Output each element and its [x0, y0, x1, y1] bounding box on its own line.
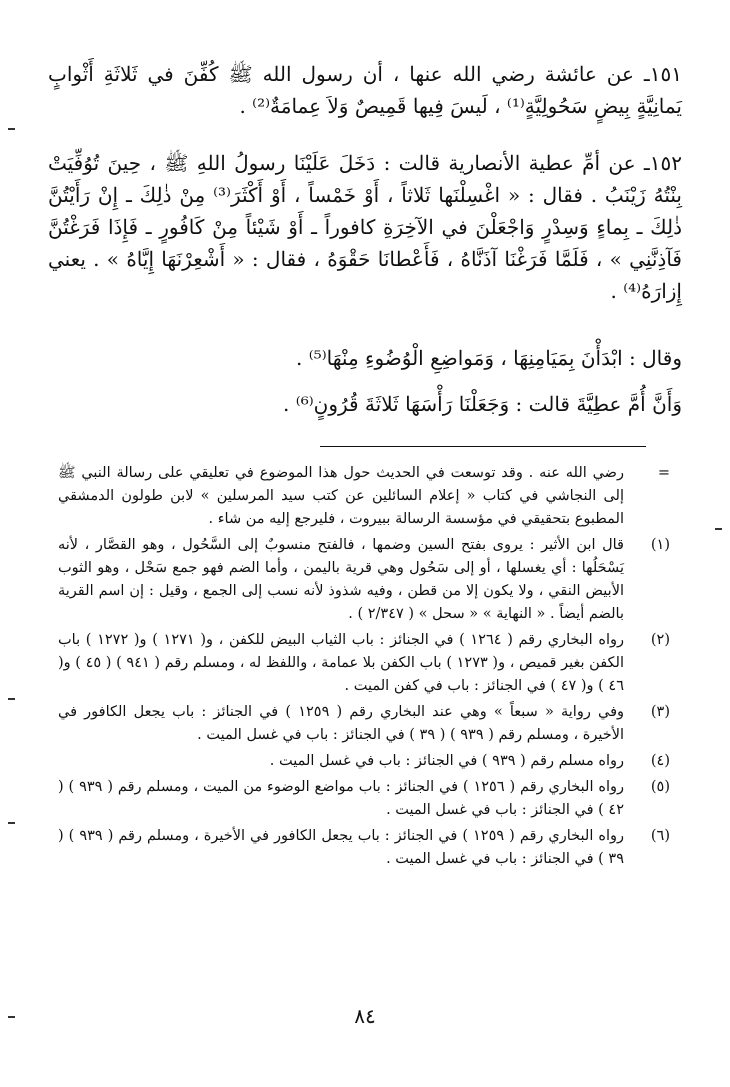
hadith-152-addition-2-text: وَأَنَّ أُمَّ عطِيَّةَ قالت : وَجَعَلْنَا رَأْسَهَا ثَلاثَةَ قُرُونٍ⁽⁶⁾ .: [283, 392, 682, 416]
scan-edge-mark: [715, 528, 722, 530]
hadith-152-addition-2: [48, 388, 682, 420]
footnotes: [58, 462, 670, 874]
footnote-text: رواه البخاري رقم ( ١٢٥٩ ) في الجنائز : باب يجعل الكافور في الأخيرة ، ومسلم رقم ( ٩٣٩ ) ( ٣٩ ) في الجنائز : باب في غسل الميت .: [58, 828, 624, 867]
hadith-151-text: ١٥١ـ عن عائشة رضي الله عنها ، أن رسول الله ﷺ كُفِّنَ في ثَلاثَةِ أَثْوابٍ يَمانِيَّةٍ بِيضٍ سَحُولِيَّةٍ⁽¹⁾ ، لَيسَ فِيها قَمِيصٌ وَلاَ عِمامَةٌ⁽²⁾ .: [48, 62, 682, 118]
footnote-continuation: [58, 462, 670, 531]
footnote-divider: [320, 446, 646, 447]
footnote-number: (٣): [650, 704, 670, 720]
footnote-text: رواه مسلم رقم ( ٩٣٩ ) في الجنائز : باب في غسل الميت .: [269, 753, 624, 769]
footnote-number: (٢): [650, 632, 670, 648]
footnote-6: [58, 825, 670, 871]
footnote-5: [58, 776, 670, 822]
scan-edge-mark: [8, 822, 15, 824]
footnote-number: (١): [650, 537, 670, 553]
footnote-2: [58, 629, 670, 698]
footnote-3: [58, 701, 670, 747]
footnote-number: (٥): [650, 779, 670, 795]
scan-edge-mark: [8, 128, 15, 130]
hadith-151: [48, 58, 682, 122]
hadith-152-addition-1-text: وقال : ابْدَأْنَ بِمَيَامِنِهَا ، وَمَواضِعِ الْوُضُوءِ مِنْهَا⁽⁵⁾ .: [296, 346, 682, 370]
scan-edge-mark: [8, 1016, 15, 1018]
footnote-number: (٦): [650, 828, 670, 844]
footnote-text: وفي رواية « سبعاً » وهي عند البخاري رقم ( ١٢٥٩ ) في الجنائز : باب يجعل الكافور في الأخيرة ، ومسلم رقم ( ٩٣٩ ) ( ٣٩ ) في الجنائز : باب في غسل الميت .: [58, 704, 625, 743]
footnote-text: قال ابن الأثير : يروى بفتح السين وضمها ، فالفتح منسوبٌ إلى السَّحُول ، وهو القصَّار ، لأنه يَسْحَلُها : أي يغسلها ، أو إلى سَحُول وهي قرية باليمن ، وأما الضم فهو جمع سَحْل ، وهو الثوب الأبيض النقي ، ولا يكون إلا من قطن ، وفيه شذوذ لأنه نسب إلى الجمع ، وقيل : إن اسم القرية بالضم أيضاً . « النهاية » « سحل » ( ٢/٣٤٧ ) .: [58, 537, 624, 622]
page-number: ٨٤: [354, 1004, 376, 1028]
footnote-text: رضي الله عنه . وقد توسعت في الحديث حول هذا الموضوع في تعليقي على رسالة النبي ﷺ إلى النجاشي في كتاب « إعلام السائلين عن كتب سيد المرسلين » لابن طولون الدمشقي المطبوع بتحقيقي في مؤسسة الرسالة ببيروت ، فليرجع إليه من شاء .: [58, 465, 624, 527]
scan-edge-mark: [8, 698, 15, 700]
hadith-152-text: ١٥٢ـ عن أمِّ عطية الأنصارية قالت : دَخَلَ عَلَيْنَا رسولُ اللهِ ﷺ ، حِينَ تُوُفِّيَتْ بِنْتُهُ زَيْنَبُ . فقال : « اغْسِلْنَها ثَلاثاً ، أَوْ خَمْساً ، أَوْ أَكْثَرَ⁽³⁾ مِنْ ذٰلِكَ ـ إِنْ رَأَيْتُنَّ ذٰلِكَ ـ بِماءٍ وَسِدْرٍ وَاجْعَلْنَ في الآخِرَةِ كافوراً ـ أَوْ شَيْئاً مِنْ كَافُورٍ ـ فَإِذَا فَرَغْتُنَّ فَآذِنَّنِي » ، فَلَمَّا فَرَغْنَا آذَنَّاهُ ، فَأَعْطانَا حَقْوَهُ ، فقال : « أَشْعِرْنَهَا إِيَّاهُ » . يعني إِزارَهُ⁽⁴⁾ .: [48, 151, 682, 303]
hadith-152: [48, 147, 682, 307]
footnote-marker: =: [657, 465, 670, 481]
footnote-text: رواه البخاري رقم ( ١٢٥٦ ) في الجنائز : باب مواضع الوضوء من الميت ، ومسلم رقم ( ٩٣٩ ) ( ٤٢ ) في الجنائز : باب في غسل الميت .: [58, 779, 624, 818]
footnote-1: [58, 534, 670, 626]
footnote-4: [58, 750, 670, 773]
footnote-text: رواه البخاري رقم ( ١٢٦٤ ) في الجنائز : باب الثياب البيض للكفن ، و( ١٢٧١ ) و( ١٢٧٢ ) باب الكفن بغير قميص ، و( ١٢٧٣ ) باب الكفن بلا عمامة ، واللفظ له ، ومسلم رقم ( ٩٤١ ) ( ٤٥ ) و( ٤٦ ) و( ٤٧ ) في الجنائز : باب في كفن الميت .: [58, 632, 624, 694]
footnote-number: (٤): [650, 753, 670, 769]
hadith-152-addition-1: [48, 342, 682, 374]
